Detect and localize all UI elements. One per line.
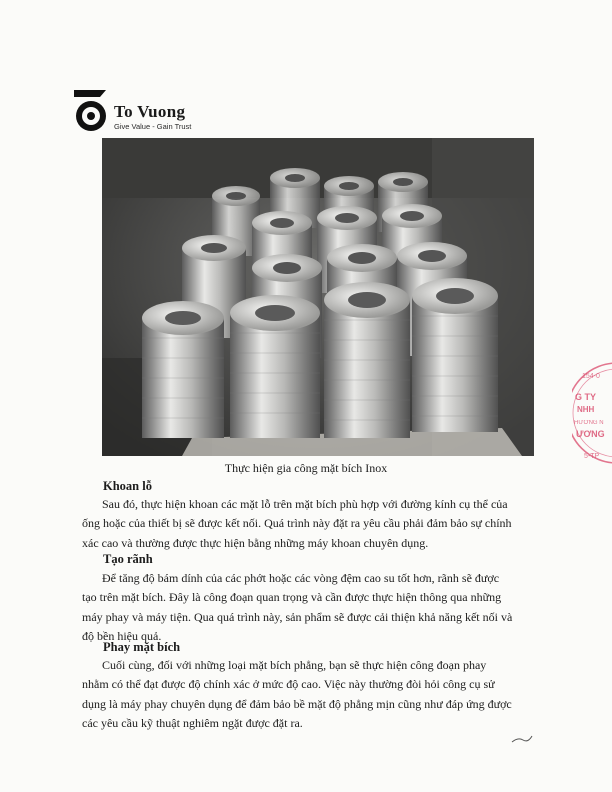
stamp-text: NHH [577, 405, 595, 414]
heading-tao-ranh: Tạo rãnh [103, 552, 153, 566]
flange-photo [102, 138, 534, 456]
text-line: xác cao và thường được thực hiện bằng những máy khoan chuyên dụng. [82, 535, 429, 550]
stamp-text: G TY [575, 392, 597, 402]
paragraph-tao-ranh [82, 569, 514, 647]
text-line: máy phay và máy tiện. Qua quá trình này, sản phẩm sẽ được cải thiện khả năng kết nối và [82, 609, 513, 624]
text-line: Sau đó, thực hiện khoan các mặt lỗ trên mặt bích phù hợp với đường kính cụ thể của [102, 497, 508, 511]
company-stamp [572, 358, 612, 468]
heading-khoan-lo: Khoan lỗ [103, 479, 152, 493]
text-line: các yêu cầu kỹ thuật nghiêm ngặt được đặt ra. [82, 716, 303, 731]
text-line: nhằm có thể đạt được độ chính xác ở mức độ cao. Việc này thường đòi hỏi công cụ sử [82, 677, 495, 692]
paragraph-phay-mat-bich [82, 656, 514, 734]
text-line: độ bền hiệu quả. [82, 629, 162, 644]
brand-tagline: Give Value - Gain Trust [114, 122, 192, 131]
brand-name: To Vuong [114, 102, 186, 121]
figure-caption: Thực hiện gia công mặt bích Inox [224, 461, 388, 475]
pen-mark [510, 733, 534, 745]
text-line: Để tăng độ bám dính của các phớt hoặc các vòng đệm cao su tốt hơn, rãnh sẽ được [102, 571, 500, 585]
stamp-text: ƯƠNG [576, 429, 605, 439]
text-line: tạo trên mặt bích. Đây là công đoạn quan trọng và cần được thực hiện thông qua những [82, 590, 502, 605]
text-line: dụng là máy phay chuyên dụng để đảm bảo bề mặt độ phẳng mịn cũng như đáp ứng được [82, 696, 512, 711]
text-line: Cuối cùng, đối với những loại mặt bích phẳng, bạn sẽ thực hiện công đoạn phay [102, 658, 487, 672]
text-line: ống hoặc của thiết bị sẽ được kết nối. Quá trình này đặt ra yêu cầu phải đảm bảo sự chính [82, 516, 512, 531]
stamp-text: 154-0 [582, 373, 600, 380]
stamp-text: 5-TP [584, 453, 600, 460]
paragraph-khoan-lo [82, 495, 514, 553]
heading-phay-mat-bich: Phay mặt bích [103, 640, 181, 654]
company-logo [70, 86, 220, 136]
stamp-text: HƯƠNG N [574, 420, 604, 426]
logo-mark-icon [70, 86, 112, 134]
